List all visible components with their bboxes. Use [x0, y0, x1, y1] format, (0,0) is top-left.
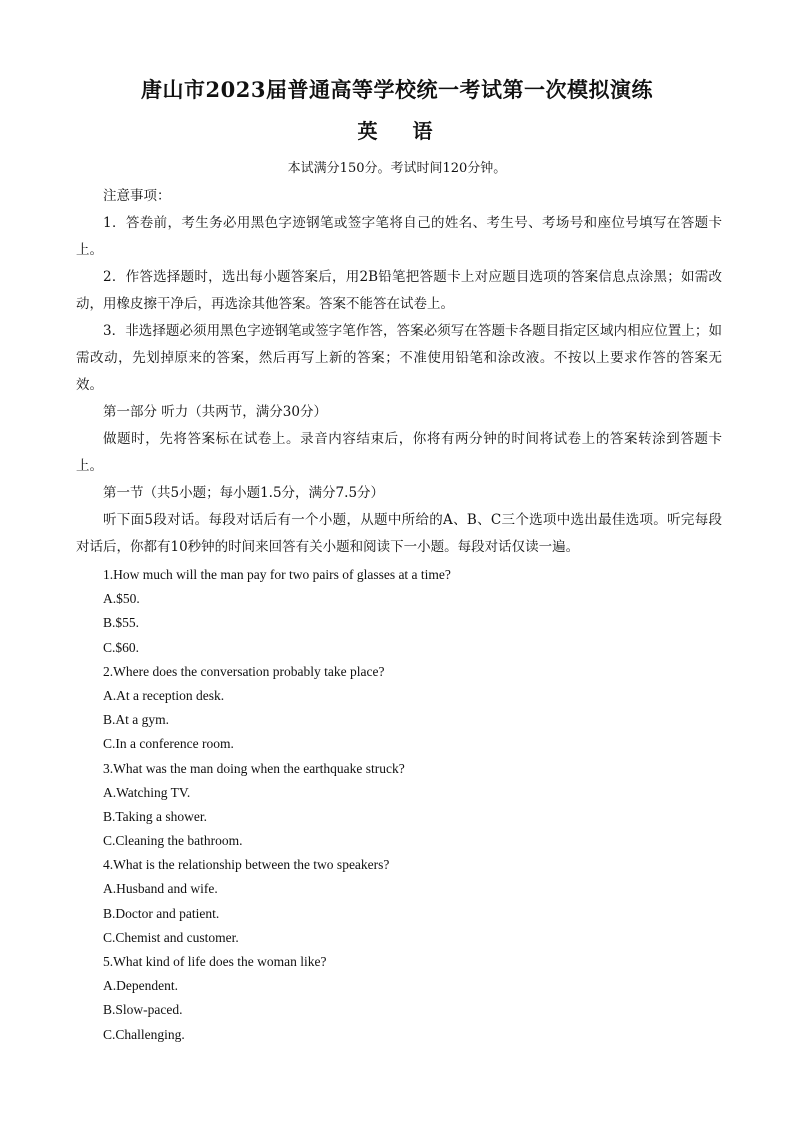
part-heading: 第一部分 听力（共两节，满分30分） — [103, 404, 327, 420]
option-a: A.$50. — [103, 591, 140, 607]
question-list — [103, 563, 723, 1047]
option-c: C.Cleaning the bathroom. — [103, 833, 243, 849]
question-text: 5.What kind of life does the woman like? — [103, 954, 327, 969]
part-instruction: 做题时，先将答案标在试卷上。录音内容结束后，你将有两分钟的时间将试卷上的答案转涂到答题卡上。 — [76, 431, 722, 474]
option-c: C.In a conference room. — [103, 736, 234, 752]
option-b: B.Doctor and patient. — [103, 905, 220, 921]
notice-heading: 注意事项： — [103, 188, 171, 204]
notice-item: 3．非选择题必须用黑色字迹钢笔或签字笔作答，答案必须写在答题卡各题目指定区域内相应位置上；如需改动，先划掉原来的答案，然后再写上新的答案；不准使用铅笔和涂改液。不按以上要求作答的答案无效。 — [76, 323, 722, 393]
question-text: 4.What is the relationship between the two speakers? — [103, 857, 390, 873]
question-text: 2.Where does the conversation probably take place? — [103, 663, 385, 679]
section-heading: 第一节（共5小题；每小题1.5分，满分7.5分） — [103, 485, 385, 501]
option-a: A.Dependent. — [103, 978, 178, 994]
question-text: 3.What was the man doing when the earthquake struck? — [103, 760, 405, 776]
question-text: 1.How much will the man pay for two pairs of glasses at a time? — [103, 567, 451, 582]
exam-title: 唐山市2023届普通高等学校统一考试第一次模拟演练 — [141, 77, 653, 102]
exam-info: 本试满分150分。考试时间120分钟。 — [287, 161, 507, 176]
option-a: A.Husband and wife. — [103, 881, 218, 897]
option-b: B.$55. — [103, 615, 140, 631]
option-b: B.Slow-paced. — [103, 1002, 183, 1018]
option-c: C.$60. — [103, 639, 140, 655]
instructions-block — [76, 183, 722, 561]
option-b: B.At a gym. — [103, 712, 169, 728]
option-a: A.At a reception desk. — [103, 687, 225, 703]
option-c: C.Challenging. — [103, 1026, 185, 1042]
subject-heading: 英 语 — [357, 119, 447, 143]
option-b: B.Taking a shower. — [103, 808, 208, 824]
notice-item: 1．答卷前，考生务必用黑色字迹钢笔或签字笔将自己的姓名、考生号、考场号和座位号填写在答题卡上。 — [76, 215, 722, 258]
option-c: C.Chemist and customer. — [103, 929, 239, 945]
option-a: A.Watching TV. — [103, 784, 191, 800]
notice-item: 2．作答选择题时，选出每小题答案后，用2B铅笔把答题卡上对应题目选项的答案信息点涂黑；如需改动，用橡皮擦干净后，再选涂其他答案。答案不能答在试卷上。 — [76, 269, 722, 312]
section-instruction: 听下面5段对话。每段对话后有一个小题，从题中所给的A、B、C三个选项中选出最佳选项。听完每段对话后，你都有10秒钟的时间来回答有关小题和阅读下一小题。每段对话仅读一遍。 — [76, 512, 722, 555]
